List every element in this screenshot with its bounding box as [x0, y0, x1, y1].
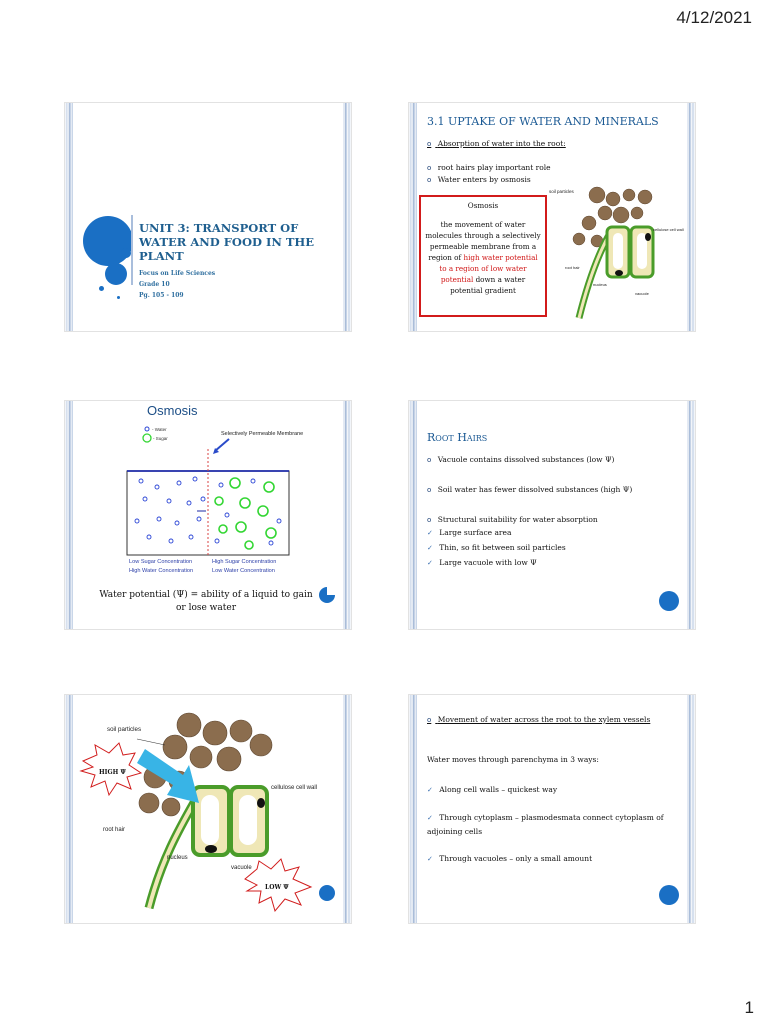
water-molecule — [251, 479, 255, 483]
soil-particle — [606, 192, 620, 206]
water-molecule — [175, 521, 179, 525]
nucleus — [205, 845, 217, 853]
sugar-molecule — [240, 498, 250, 508]
water-molecule — [167, 499, 171, 503]
nucleus-2 — [645, 233, 651, 241]
water-molecule — [225, 513, 229, 517]
soil-particle — [250, 734, 272, 756]
slide-border-right — [343, 695, 351, 923]
soil-particle — [573, 233, 585, 245]
legend-water-marker — [145, 427, 149, 431]
decorative-circle-tiny — [99, 286, 104, 291]
sugar-molecule — [258, 506, 268, 516]
tick-surface: ✓ Large surface area — [427, 526, 511, 540]
slide-title: UNIT 3: TRANSPORT OF WATER AND FOOD IN THE PLANT — [139, 221, 315, 263]
slide-title: 3.1 UPTAKE OF WATER AND MINERALS — [427, 115, 659, 128]
box-text-red: high water potential to a region of low water potential — [439, 253, 538, 284]
water-molecule — [201, 497, 205, 501]
decorative-circle-medium — [105, 263, 127, 285]
bullet-root-hairs: o root hairs play important role — [427, 161, 551, 175]
soil-particle — [163, 735, 187, 759]
decorative-quarter-circle — [319, 587, 335, 603]
label-root-hair: root hair — [103, 827, 126, 833]
slide-border-right — [687, 695, 695, 923]
water-molecule — [269, 541, 273, 545]
slide-2 — [408, 102, 696, 332]
right-label-2: Low Water Concentration — [212, 568, 275, 574]
slide-border-left — [409, 401, 417, 629]
sugar-molecule — [266, 528, 276, 538]
sugar-molecule — [236, 522, 246, 532]
legend-water: - Water — [152, 427, 167, 432]
right-label-1: High Sugar Concentration — [212, 559, 277, 565]
water-molecule — [157, 517, 161, 521]
slide-border-left — [409, 695, 417, 923]
decorative-circle-large — [83, 216, 133, 266]
water-molecule — [139, 479, 143, 483]
vacuole-1 — [613, 233, 623, 269]
box-heading: Osmosis — [467, 201, 499, 210]
label-soil: soil particles — [549, 189, 574, 194]
grade-line: Grade 10 — [139, 281, 170, 288]
water-molecule — [169, 539, 173, 543]
slide-5 — [64, 694, 352, 924]
intro-line: Water moves through parenchyma in 3 ways: — [427, 755, 599, 764]
page-number: 1 — [744, 998, 754, 1017]
label-soil: soil particles — [107, 726, 142, 733]
soil-particle — [623, 189, 635, 201]
soil-pointer — [137, 739, 165, 745]
tick-cell-walls: ✓ Along cell walls – quickest way — [427, 783, 557, 797]
slide-border-left — [65, 695, 73, 923]
vacuole-1 — [201, 795, 219, 845]
sugar-molecule — [245, 541, 253, 549]
water-molecule — [143, 497, 147, 501]
water-molecule — [187, 501, 191, 505]
slide-border-right — [343, 401, 351, 629]
soil-particle — [230, 720, 252, 742]
soil-particle — [598, 206, 612, 220]
tick-vacuole: ✓ Large vacuole with low Ψ — [427, 556, 537, 570]
soil-particle — [203, 721, 227, 745]
water-molecule — [197, 517, 201, 521]
label-nucleus: nucleus — [167, 855, 188, 861]
sugar-molecule — [219, 525, 227, 533]
label-root-hair: root hair — [565, 265, 580, 270]
slide-border-right — [687, 103, 695, 331]
source-line: Focus on Life Sciences — [139, 270, 216, 277]
bullet-soil-water: o Soil water has fewer dissolved substances (high Ψ) — [427, 483, 632, 497]
decorative-circle-small — [121, 248, 131, 258]
membrane-arrow — [215, 439, 229, 451]
slide-border-left — [65, 103, 73, 331]
osmosis-diagram — [123, 423, 304, 575]
slide-title: Root Hairs — [427, 431, 488, 444]
decorative-dot — [319, 885, 335, 901]
root-hair-diagram — [549, 183, 685, 323]
label-vacuole: vacuole — [635, 291, 649, 296]
slide-6 — [408, 694, 696, 924]
decorative-dot — [659, 885, 679, 905]
decorative-divider — [131, 215, 133, 285]
left-label-1: Low Sugar Concentration — [129, 559, 193, 565]
soil-particle — [217, 747, 241, 771]
legend-sugar: - Sugar — [153, 436, 168, 441]
tick-vacuoles: ✓ Through vacuoles – only a small amount — [427, 852, 592, 866]
water-molecule — [277, 519, 281, 523]
soil-particle — [631, 207, 643, 219]
decorative-circle-tiny-2 — [117, 296, 120, 299]
vacuole-2 — [239, 795, 257, 845]
slide-border-left — [65, 401, 73, 629]
root-hair-potential-diagram — [75, 703, 321, 913]
soil-particle — [613, 207, 629, 223]
label-cellulose: cellulose cell wall — [653, 227, 684, 232]
water-molecule — [177, 481, 181, 485]
tick-cytoplasm: ✓ Through cytoplasm – plasmodesmata connect cytoplasm of adjoining cells — [427, 811, 667, 838]
water-molecule — [189, 535, 193, 539]
soil-particle — [139, 793, 159, 813]
decorative-dot — [659, 591, 679, 611]
nucleus-2 — [257, 798, 265, 808]
water-molecule — [147, 535, 151, 539]
bullet-movement: o Movement of water across the root to the xylem vessels — [427, 713, 675, 727]
water-molecule — [215, 539, 219, 543]
water-molecule — [155, 485, 159, 489]
slide-border-right — [687, 401, 695, 629]
slide-4 — [408, 400, 696, 630]
tick-thin: ✓ Thin, so fit between soil particles — [427, 541, 566, 555]
water-potential-caption: Water potential (Ψ) = ability of a liquid to gain or lose water — [99, 590, 313, 613]
bullet-structural: o Structural suitability for water absorption — [427, 513, 598, 527]
nucleus — [615, 270, 623, 276]
soil-particle — [177, 713, 201, 737]
label-vacuole: vacuole — [231, 865, 252, 871]
high-potential-label: HIGH Ψ — [99, 769, 126, 776]
sugar-molecule — [264, 482, 274, 492]
print-date: 4/12/2021 — [676, 8, 752, 27]
water-molecule — [135, 519, 139, 523]
bullet-vacuole: o Vacuole contains dissolved substances (low Ψ) — [427, 453, 614, 467]
soil-particle — [638, 190, 652, 204]
box-text-b: down a water potential gradient — [450, 275, 526, 295]
left-label-2: High Water Concentration — [129, 568, 194, 574]
soil-particle — [589, 187, 605, 203]
water-molecule — [219, 483, 223, 487]
soil-particle — [162, 798, 180, 816]
slide-3 — [64, 400, 352, 630]
sugar-molecule — [230, 478, 240, 488]
osmosis-diagram-title: Osmosis — [147, 403, 198, 418]
soil-particle — [582, 216, 596, 230]
water-molecule — [193, 477, 197, 481]
osmosis-definition-box — [419, 195, 547, 317]
box-text-a: the movement of water molecules through a selectively permeable membrane from a region of — [425, 220, 541, 262]
slide-1 — [64, 102, 352, 332]
label-nucleus: nucleus — [593, 282, 607, 287]
slide-border-right — [343, 103, 351, 331]
soil-particle — [190, 746, 212, 768]
membrane-label: Selectively Permeable Membrane — [221, 431, 304, 437]
bullet-absorption: o Absorption of water into the root: — [427, 137, 566, 151]
bullet-osmosis: o Water enters by osmosis — [427, 173, 531, 187]
label-cellulose: cellulose cell wall — [271, 785, 318, 791]
sugar-molecule — [215, 497, 223, 505]
legend-sugar-marker — [143, 434, 151, 442]
pages-line: Pg. 105 - 109 — [139, 292, 184, 299]
slide-border-left — [409, 103, 417, 331]
low-potential-label: LOW Ψ — [265, 884, 289, 891]
